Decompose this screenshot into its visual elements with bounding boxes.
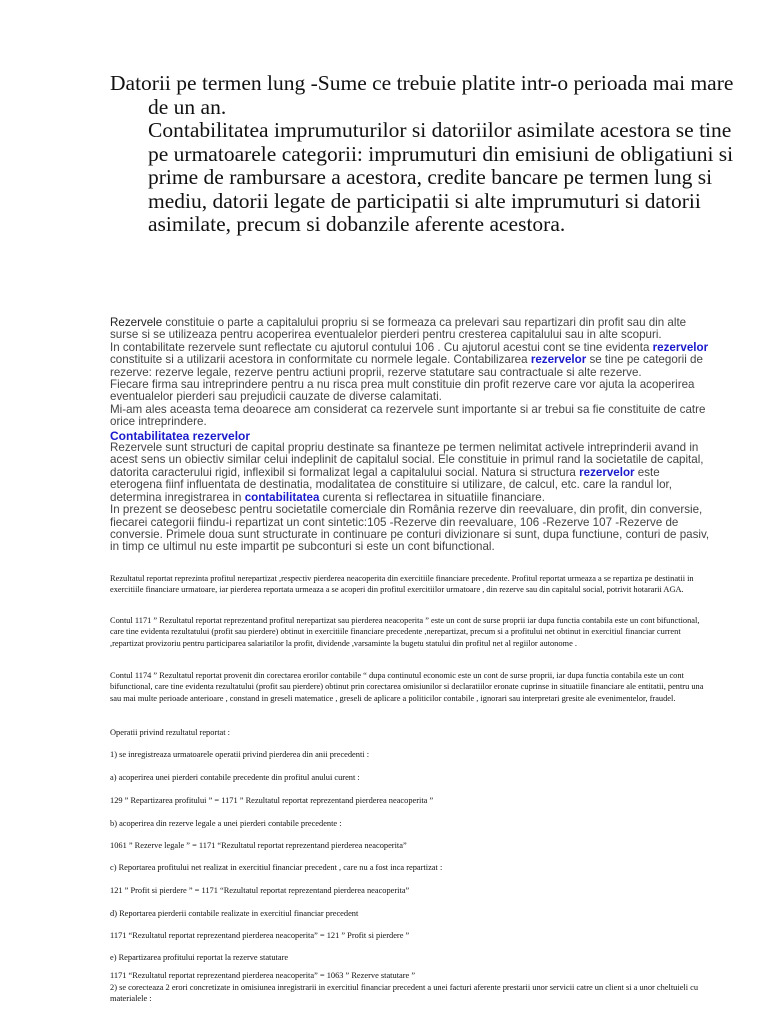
contabilitatea-link[interactable]: contabilitatea (244, 490, 320, 504)
contabilitatea-rezervelor-heading[interactable]: Contabilitatea rezervelor (110, 428, 251, 443)
rezerve-paragraph-1 (110, 317, 714, 342)
rezerve-paragraph-6: In prezent se deosebesc pentru societatile comerciale din România rezerve din reevaluare, din profit, din conversie, fiecarei categorii fiindu-i repartizat un cont sintetic:105 -Rezerve din reevaluare, 106 -Rezerve 107 -Rezerve de conversie. Primele doua sunt structurate in continuare pe conturi divizionare si sunt, dupa functiune, conturi de pasiv, in timp ce ultimul nu este impartit pe subconturi si este un cont bifunctional. (110, 503, 710, 554)
cont-1171-paragraph: Contul 1171 ” Rezultatul reportat reprezentand profitul nerepartizat sau pierderea neacoperita ” este un cont de surse proprii iar dupa functia contabila este un cont bifunctional, care tine evidenta rezultatului (profit sau pierdere) obtinut in exercitiile financiare precedente ,nerepartizat, precum si a profitului net obtinut in exercitiul financiar current ,repartizat provizoriu pentru participarea salariatilor la profit, dividende ,varsaminte la bugetu statului din profitul net al regiilor autonome . (110, 616, 700, 648)
rezerve-paragraph-2 (110, 342, 714, 379)
rezerve-p5-a: Rezervele sunt structuri de capital propriu destinate sa finanteze pe termen nelimitat activele intreprinderii avand in acest sens un obiectiv similar celui indeplinit de capitalul social. Ele constituie in primul rand la societatile de capital, datorita caracterului rigid, inflexibil si formalizat legal a capitalului social. Natura si structura (110, 441, 704, 479)
entry-121: 121 ” Profit si pierdere ” = 1171 “Rezultatul reportat reprezentand pierderea neacoperita” (110, 886, 410, 895)
rezerve-p2-a: In contabilitate rezervele sunt reflectate cu ajutorul contului 106 . Cu ajutorul acestui cont se tine evidenta (110, 340, 653, 354)
entry-1171-1063: 1171 “Rezultatul reportat reprezentand pierderea neacoperita” = 1063 ” Rezerve statutare ” (110, 971, 416, 980)
operatii-item-2: 2) se corecteaza 2 erori concretizate in omisiunea inregistrarii in exercitiul financiar precedent a unei facturi aferente prestarii unor servicii catre un client si a unor cheltuieli cu materialele : (110, 983, 699, 1004)
rezerve-paragraph-3: Fiecare firma sau intreprindere pentru a nu risca prea mult constituie din profit rezerve care vor ajuta la acoperirea eventualelor pierderi sau prejudicii cauzate de diverse calamitati. (110, 378, 695, 404)
rezervelor-link-1[interactable]: rezervelor (652, 340, 709, 354)
operatii-item-1: 1) se inregistreaza urmatoarele operatii privind pierderea din anii precedenti : (110, 750, 370, 759)
rezerve-term: Rezervele (110, 316, 163, 329)
rezerve-p5-c: curenta si reflectarea in situatiile financiare. (319, 490, 545, 504)
operatii-item-b: b) acoperirea din rezerve legale a unei pierderi contabile precedente : (110, 819, 342, 828)
rezerve-paragraph-5 (110, 442, 714, 504)
cont-1174-paragraph: Contul 1174 ” Rezultatul reportat provenit din corectarea erorilor contabile “ dupa continutul economic este un cont de surse proprii, iar dupa functia contabila este un cont bifunctional, care tine evidenta rezultatului (profit sau pierdere) obtinut prin corectarea omisiunilor si declaratiilor eronate cuprinse in situatiile financiare ale entitatii, pentru una sau mai multe perioade anterioare , constand in greseli matematice , greseli de aplicare a politicilor contabile , ignorari sau interpretari gresite ale evenimentelor, fraudel. (110, 671, 704, 703)
rezerve-p2-c: se tine pe categorii de rezerve: rezerve legale, rezerve pentru actiuni proprii, rezerve statutare sau contractuale si alte rezerve. (110, 353, 703, 379)
heading-line-contabilitatea: Contabilitatea imprumuturilor si datoriilor asimilate acestora se tine pe urmatoarele categorii: imprumuturi din emisiuni de obligatiuni si prime de rambursare a acestora, credite bancare pe termen lung si mediu, datorii legate de participatii si alte imprumuturi si datorii asimilate, precum si dobanzile aferente acestora. (148, 118, 734, 236)
operatii-heading: Operatii privind rezultatul reportat : (110, 728, 230, 737)
rezerve-p1-text: constituie o parte a capitalului propriu si se formeaza ca prelevari sau repartizari din profit sau din alte surse si se utilizeaza pentru acoperirea eventualelor pierderi pentru cresterea capitalului sau in alte scopuri. (110, 316, 687, 342)
rezerve-p5-b: este eterogena fiinf influentata de destinatia, modalitatea de constituire si utilizare, de calcul, etc. care la randul lor, determina inregistrarea in (110, 465, 672, 504)
heading-block (110, 72, 750, 237)
entry-1061: 1061 ” Rezerve legale ” = 1171 “Rezultatul reportat reprezentand pierderea neacoperita” (110, 841, 407, 850)
rezerve-section (110, 317, 714, 554)
rezervelor-link-3[interactable]: rezervelor (579, 465, 635, 479)
heading-line-datorii: Datorii pe termen lung -Sume ce trebuie platite intr-o perioada mai mare de un an. (110, 71, 734, 119)
rezultat-reportat-definition: Rezultatul reportat reprezinta profitul nerepartizat ,respectiv pierderea neacoperita din exercitiile financiare precedente. Profitul reportat urmeaza a se repartiza pe destinatii in exercitiile financiare urmatoare, iar pierderea reportata urmeaza a se acoperi din profitul exercitiilor urmatoare , din rezerve sau din capitalul social, potrivit hotararii AGA. (110, 574, 694, 595)
rezerve-paragraph-4: Mi-am ales aceasta tema deoarece am considerat ca rezervele sunt importante si ar trebui sa fie constituite de catre orice intreprindere. (110, 402, 706, 429)
operatii-item-d: d) Reportarea pierderii contabile realizate in exercitiul financiar precedent (110, 909, 359, 918)
operatii-item-a: a) acoperirea unei pierderi contabile precedente din profitul anului curent : (110, 773, 360, 782)
entry-129: 129 ” Repartizarea profitului ” = 1171 ” Rezultatul reportat reprezentand pierderea neacoperita ” (110, 796, 434, 805)
entry-1171-121: 1171 “Rezultatul reportat reprezentand pierderea neacoperita” = 121 ” Profit si pierdere ” (110, 931, 410, 940)
rezerve-p2-b: constituite si a utilizarii acestora in conformitate cu normele legale. Contabilizarea (110, 353, 531, 367)
operatii-item-c: c) Reportarea profitului net realizat in exercitiul financiar precedent , care nu a fost inca repartizat : (110, 863, 443, 872)
rezervelor-link-2[interactable]: rezervelor (530, 353, 587, 367)
operatii-item-e: e) Repartizarea profitului reportat la rezerve statutare (110, 953, 289, 962)
